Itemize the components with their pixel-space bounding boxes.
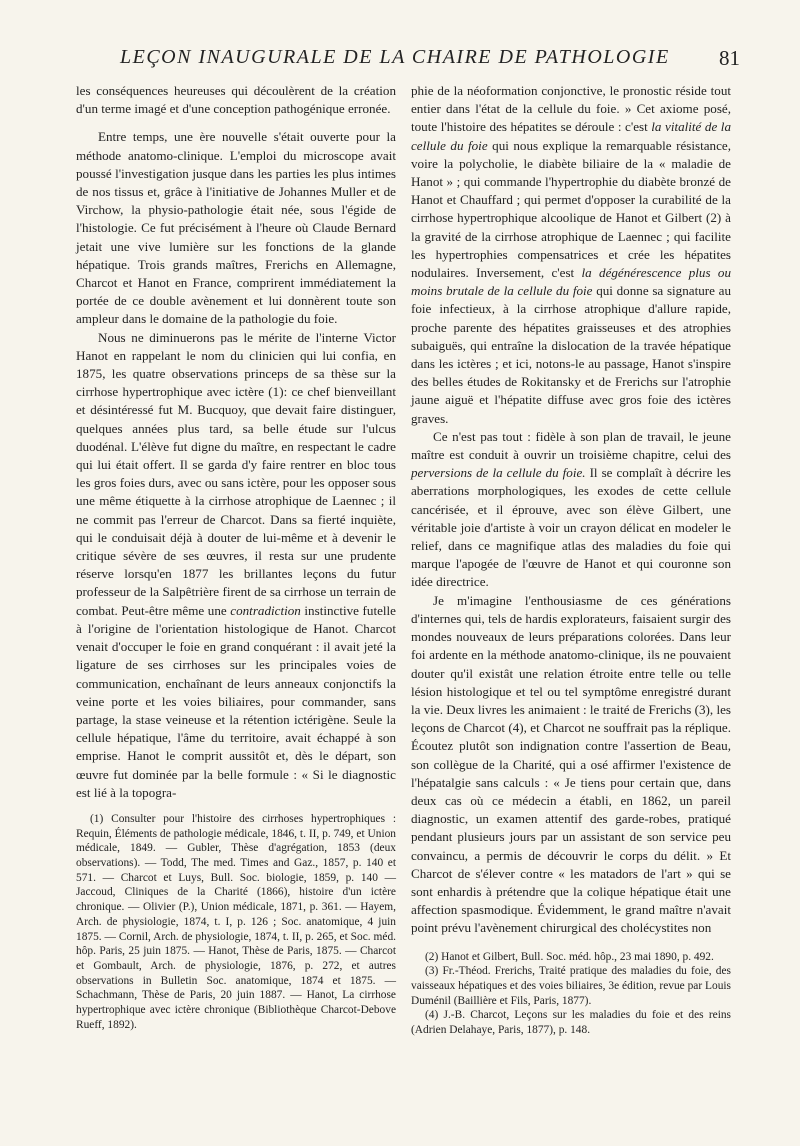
paragraph-cell-vitality [411,82,731,428]
running-header [80,46,740,74]
text-run: Nous ne diminuerons pas le mérite de l'interne Victor Hanot en rappelant le nom du clinicien qui lui confia, en 1875, les quatre observations princeps de sa thèse sur la cirrhose hypertrophique avec ictère [76,329,396,400]
text-run: Il se complaît à décrire les aberrations morphologiques, les exodes de cette cellule cancérisée, et il éprouve, avec son élève Gilbert, une véritable joie d'artiste à voir un crayon délicat en modeler le relief, dans ce magnifique atlas des maladies du foie qui marque l'apogée de l'œuvre de Hanot et qui couronne son idée directrice. [411,465,732,590]
italic-run: contradiction [230,602,301,618]
footnote-3: (3) Fr.-Théod. Frerichs, Traité pratique des maladies du foie, des vaisseaux hépatiques et des voies biliaires, 3e édition, revue par Louis Duménil (Baillière et Fils, Paris, 1877). [411,965,731,1007]
paragraph-continued: les conséquences heureuses qui découlèrent de la création d'un terme imagé et d'une conception pathogénique erronée. [76,83,396,117]
paragraph-new-era: Entre temps, une ère nouvelle s'était ouverte pour la méthode anatomo-clinique. L'emploi du microscope avait poussé l'investigation jusque dans les parties les plus intimes de nos tissus et, grâce à l'initiative de Johannes Muller et de Virchow, la physio-pathologie était née, sous l'égide de l'histologie. Ce fut précisément à l'heure où Claude Bernard jetait une vive lumière sur les fonctions de la glande hépatique. Trois grands maîtres, Frerichs en Allemagne, Charcot et Hanot en France, comprirent immédiatement la portée de ce double avènement et lui donnèrent toute son ampleur dans le domaine de la pathologie du foie. [76,129,396,327]
left-column [76,82,396,1032]
page-number: 81 [719,46,740,70]
italic-run: la vitalité de la cellule du foie [411,119,731,153]
text-run: Ce n'est pas tout : fidèle à son plan de travail, le jeune maître est conduit à ouvrir un troisième chapitre, celui des [411,428,731,463]
text-run: phie de la néoformation conjonctive, le pronostic réside tout entier dans l'état de la cellule du foie. » Cet axiome posé, toute l'histoire des hépatites se déroule : c'est [411,83,731,135]
footnotes-left [76,812,396,1033]
text-run: qui nous explique la remarquable résistance, voire la polycholie, le diabète biliaire de la « maladie de Hanot » ; qui commande l'hypertrophie du diabète bronzé de Hanot et Chauffard ; qui permet d'opposer la curabilité de la cirrhose hypertrophique alcoolique de Hanot et Gilbert (2) à la gravité de la cirrhose atrophique de Laennec ; qui facilite les hypertrophies compensatrices et crée les hépatites nodulaires. Inversement, c'est [411,137,731,281]
footnote-2: (2) Hanot et Gilbert, Bull. Soc. méd. hôp., 23 mai 1890, p. 492. [425,950,714,963]
footnote-ref-1: (1) [268,384,284,400]
footnote-4: (4) J.-B. Charcot, Leçons sur les maladies du foie et des reins (Adrien Delahaye, Paris, 1877), p. 148. [411,1009,731,1037]
right-column [411,82,731,1038]
paragraph-enthusiasm: Je m'imagine l'enthousiasme de ces générations d'internes qui, tels de hardis explorateurs, faisaient surgir des mondes nouveaux de leurs préparations colorées. Dans leur foi ardente en la méthode anatomo-clinique, ils ne pouvaient douter qu'il existât une relation étroite entre telle ou telle lésion histologique et tel ou tel symptôme enregistré durant la vie. Deux livres les animaient : le traité de Frerichs (3), les leçons de Charcot (4), et Charcot ne souffrait pas la réplique. Écoutez plutôt son indignation contre l'assertion de Beau, son collègue de la Charité, qui a osé affirmer l'existence de l'hépatalgie sans calculs : « Je tiens pour certain que, dans deux cas où ce médecin a établi, en 1862, un pareil diagnostic, un examen attentif des garde-robes, pratiqué pendant plusieurs jours par un assistant de son service peu convaincu, a permis de découvrir le corps du délit. » Et Charcot de s'élever contre « les matadors de l'art » qui se sont enhardis à prétendre que la colique hépatique était une affection spasmodique. Évidemment, le grand maître n'avait point prévu l'avènement chirurgical des cholécystites non [411,592,731,936]
footnotes-right [411,950,731,1038]
paragraph-hanot-merit [76,329,396,802]
footnote-1: (1) Consulter pour l'histoire des cirrhoses hypertrophiques : Requin, Éléments de pathologie médicale, 1846, t. II, p. 749, et Union médicale, 1849. — Gubler, Thèse d'agrégation, 1853 (deux observations). — Todd, The med. Times and Gaz., 1857, p. 140 et 571. — Charcot et Luys, Bull. Soc. biologie, 1859, p. 140 — Jaccoud, Cliniques de la Charité (1866), histoire d'un ictère chronique. — Olivier (P.), Union médicale, 1871, p. 361. — Hayem, Arch. de physiologie, 1874, t. I, p. 126 ; Soc. anatomique, 4 juin 1875. — Cornil, Arch. de physiologie, 1874, t. II, p. 265, et Soc. méd. hôp. Paris, 25 juin 1875. — Hanot, Thèse de Paris, 1875. — Charcot et Gombault, Arch. de physiologie, 1876, p. 272, et autres observations in Bulletin Soc. anatomique, 1874 et 1875. — Schachmann, Thèse de Paris, 20 juin 1887. — Hanot, La cirrhose hypertrophique avec ictère chronique (Bibliothèque Charcot-Debove Rueff, 1892). [76,812,396,1031]
italic-run: la dégénérescence plus ou moins brutale de la cellule du foie [411,265,731,299]
paragraph-perversions [411,428,731,592]
running-title: LEÇON INAUGURALE DE LA CHAIRE DE PATHOLOGIE [120,46,670,68]
italic-run: perversions de la cellule du foie. [411,465,586,481]
text-run: : ce chef bienveillant et désintéressé fut M. Bucquoy, que devait faire distinguer, quelques années plus tard, sa belle étude sur l'ulcus duodénal. L'élève fut digne du maître, en respectant le cadre qui lui était offert. Il se garda d'y faire rentrer en bloc tous les gros foies durs, avec ou sans ictère, pour les opposer sous une même étiquette à la cirrhose atrophique de Laennec ; il ne commit pas l'erreur de Charcot. Dans sa fierté inquiète, qui le conduisait déjà à douter de lui-même et à devenir le critique sévère de ses œuvres, il resta sur une prudente réserve lorsqu'en 1877 les brillantes leçons du futur professeur de la Salpêtrière firent de sa cirrhose un terrain de combat. Peut-être même une [76,384,396,618]
text-run: instinctive futelle à l'origine de l'orientation histologique de Hanot. Charcot venait d'occuper le foie en grand conquérant : il avait jeté la ligature de ses cirrhoses sur les principales voies de communication, enchaînant de leurs anneaux conjonctifs la veine porte et les voies biliaires, pour commander, sans partage, la stase veineuse et la rétention ictérigène. Seule la cellule hépatique, l'âme du territoire, avait échappé à son emprise. Hanot le comprit aussitôt et, dès le départ, son œuvre fut dominée par la belle formule : « Si le diagnostic est lié à la topogra- [76,602,396,800]
text-run: qui donne sa signature au foie infectieux, à la cirrhose atrophique d'allure rapide, proche parente des hépatites graisseuses et des atrophies subaiguës, qui entraîne la dislocation de la travée hépatique dans les ictères ; et ici, notons-le au passage, Hanot s'inspire des belles études de Rokitansky et de Frerichs sur l'atrophie jaune aiguë et l'hépatite diffuse avec gros foie des ictères graves. [411,283,732,426]
